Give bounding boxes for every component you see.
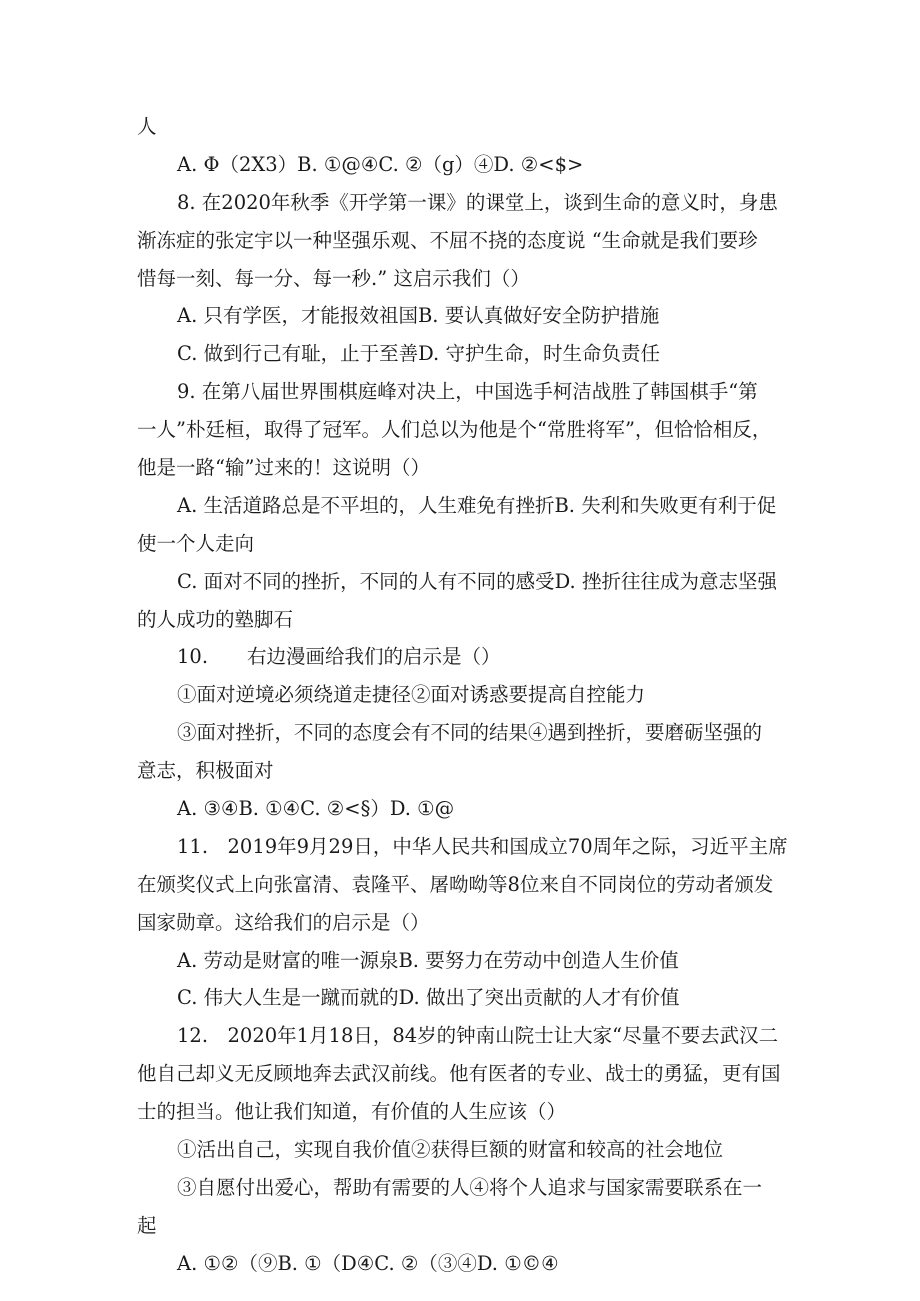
- text-line: 惜每一刻、每一分、每一秒.” 这启示我们（）: [137, 266, 530, 290]
- statement-line: ①面对逆境必须绕道走捷径②面对诱惑要提高自控能力: [177, 683, 646, 707]
- text-line: 起: [137, 1213, 157, 1237]
- answer-options-q8-ab: A. 只有学医，才能报效祖国B. 要认真做好安全防护措施: [177, 304, 660, 328]
- question-8-stem: 8. 在2020年秋季《开学第一课》的课堂上，谈到生命的意义时，身患: [177, 190, 778, 214]
- question-10-stem: 10. 右边漫画给我们的启示是（）: [177, 645, 501, 669]
- text-line: 一人”朴廷桓，取得了冠军。人们总以为他是个“常胜将军”，但恰恰相反，: [137, 418, 772, 442]
- answer-options-q12: A. ①②（⑨B. ①（D④C. ②（③④D. ①©④: [177, 1251, 559, 1275]
- text-line: 意志，积极面对: [137, 759, 274, 783]
- question-11-stem: 11. 2019年9月29日，中华人民共和国成立70周年之际，习近平主席: [177, 834, 788, 858]
- answer-options-q9-cd: C. 面对不同的挫折，不同的人有不同的感受D. 挫折往往成为意志坚强: [177, 569, 777, 593]
- answer-options-q11-ab: A. 劳动是财富的唯一源泉B. 要努力在劳动中创造人生价值: [177, 948, 679, 972]
- text-line: 士的担当。他让我们知道，有价值的人生应该（）: [137, 1100, 567, 1124]
- text-line: 他自己却义无反顾地奔去武汉前线。他有医者的专业、战士的勇猛，更有国: [137, 1062, 781, 1086]
- answer-options-q11-cd: C. 伟大人生是一蹴而就的D. 做出了突出贡献的人才有价值: [177, 986, 680, 1010]
- statement-line: ③自愿付出爱心，帮助有需要的人④将个人追求与国家需要联系在一: [177, 1175, 763, 1199]
- text-line: 使一个人走向: [137, 531, 255, 555]
- text-line: 的人成功的塾脚石: [137, 607, 294, 631]
- statement-line: ③面对挫折，不同的态度会有不同的结果④遇到挫折，要磨砺坚强的: [177, 721, 763, 745]
- text-line: 在颁奖仪式上向张富清、袁隆平、屠呦呦等8位来自不同岗位的劳动者颁发: [137, 872, 774, 896]
- answer-options-q10: A. ③④B. ①④C. ②<§）D. ①@: [177, 797, 455, 821]
- question-9-stem: 9. 在第八届世界围棋庭峰对决上，中国选手柯洁战胜了韩国棋手“第: [177, 380, 758, 404]
- answer-options-q9-ab: A. 生活道路总是不平坦的，人生难免有挫折B. 失利和失败更有利于促: [177, 493, 777, 517]
- text-line: 国家勋章。这给我们的启示是（）: [137, 910, 430, 934]
- text-line: 渐冻症的张定宇以一种坚强乐观、不屈不挠的态度说 “生命就是我们要珍: [137, 228, 758, 252]
- answer-options-q8-cd: C. 做到行己有耻，止于至善D. 守护生命，时生命负责任: [177, 342, 660, 366]
- text-line: 他是一路“输”过来的！这说明（）: [137, 456, 430, 480]
- document-body: [137, 108, 797, 1283]
- question-12-stem: 12. 2020年1月18日，84岁的钟南山院士让大家“尽量不要去武汉二: [177, 1024, 779, 1048]
- text-line: 人: [137, 115, 157, 138]
- statement-line: ①活出自己，实现自我价值②获得巨额的财富和较高的社会地位: [177, 1138, 724, 1162]
- answer-options-q7: A. Φ（2X3）B. ①@④C. ②（g）④D. ②<$>: [177, 152, 584, 176]
